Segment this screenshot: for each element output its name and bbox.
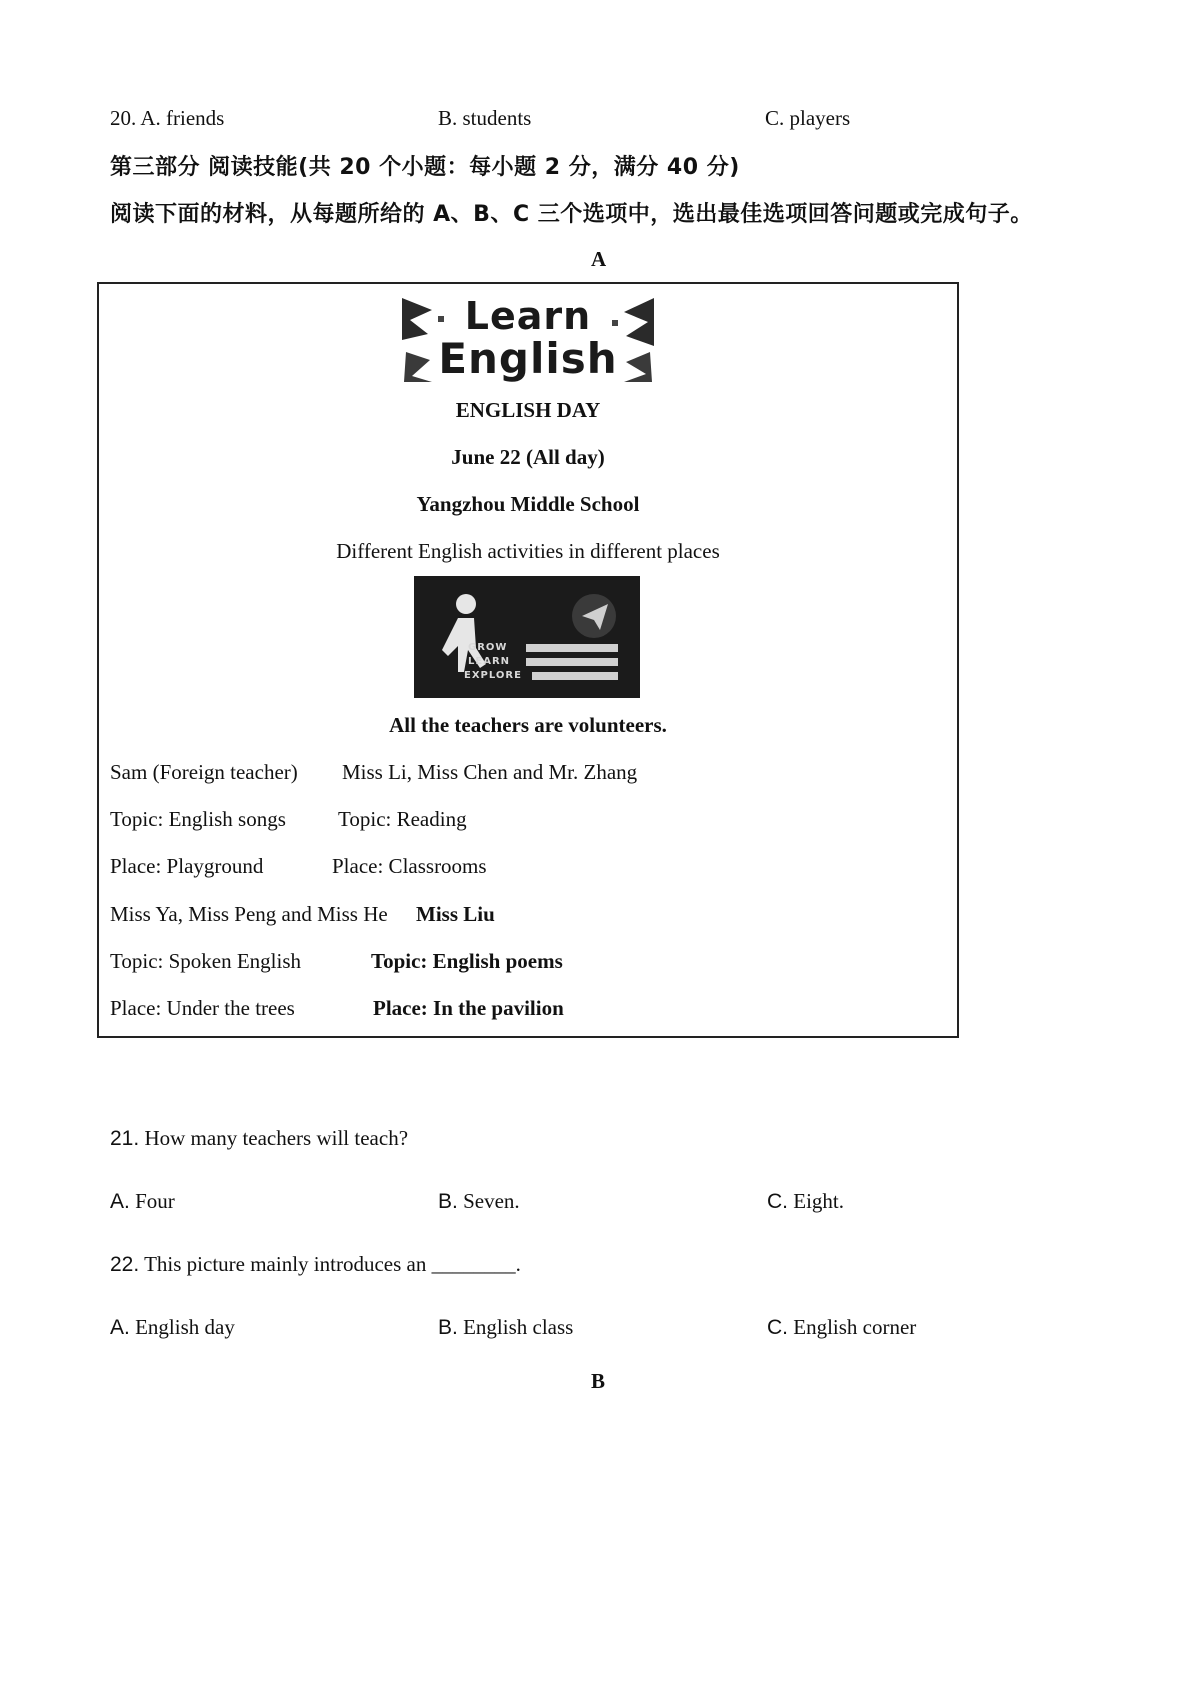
q21-option-a — [110, 1188, 175, 1215]
image-bar — [526, 644, 618, 652]
q22-option-c — [767, 1314, 916, 1341]
option-letter: A. — [110, 1190, 130, 1213]
q21-option-c — [767, 1188, 844, 1215]
event-date: June 22 (All day) — [451, 445, 605, 469]
option-letter: C. — [767, 1316, 788, 1339]
logo-line-english: English — [438, 334, 618, 383]
group-topic: Topic: English poems — [371, 949, 563, 973]
group-teacher: Miss Ya, Miss Peng and Miss He — [110, 902, 388, 926]
q20-option-a: 20. A. friends — [110, 106, 225, 130]
option-letter: B. — [438, 1190, 458, 1213]
question-22 — [110, 1251, 521, 1278]
section-instruction: 阅读下面的材料，从每题所给的 A、B、C 三个选项中，选出最佳选项回答问题或完成句子。 — [110, 202, 1033, 227]
event-subtitle: Different English activities in different places — [336, 539, 720, 563]
question-text: How many teachers will teach? — [144, 1126, 409, 1150]
question-text: This picture mainly introduces an ________. — [144, 1252, 521, 1276]
group-place: Place: Playground — [110, 854, 264, 878]
group-place: Place: In the pavilion — [373, 996, 564, 1020]
option-text: Four — [135, 1189, 175, 1213]
group-place: Place: Classrooms — [332, 854, 487, 878]
group-topic: Topic: English songs — [110, 807, 286, 831]
logo-line-learn: Learn — [464, 294, 592, 338]
group-teacher: Miss Liu — [416, 902, 495, 926]
volunteers-note: All the teachers are volunteers. — [389, 713, 667, 737]
q22-option-a — [110, 1314, 235, 1341]
q20-option-b: B. students — [438, 106, 532, 130]
group-teacher: Sam (Foreign teacher) — [110, 760, 298, 784]
image-bar — [526, 658, 618, 666]
group-topic: Topic: Reading — [338, 807, 467, 831]
question-number: 21. — [110, 1127, 140, 1150]
option-text: English class — [463, 1315, 574, 1339]
q21-option-b — [438, 1188, 520, 1215]
learn-english-logo — [402, 290, 654, 384]
question-21 — [110, 1125, 408, 1152]
image-text-learn: LEARN — [468, 656, 511, 667]
section-title: 第三部分 阅读技能(共 20 个小题：每小题 2 分，满分 40 分) — [110, 155, 740, 180]
event-school: Yangzhou Middle School — [416, 492, 640, 516]
grow-learn-explore-image — [414, 576, 640, 698]
group-topic: Topic: Spoken English — [110, 949, 302, 973]
image-text-explore: EXPLORE — [464, 670, 522, 681]
event-title: ENGLISH DAY — [455, 398, 601, 422]
group-place: Place: Under the trees — [110, 996, 295, 1020]
image-bar — [532, 672, 618, 680]
q20-option-c: C. players — [765, 106, 851, 130]
passage-a-label: A — [591, 247, 607, 271]
passage-b-label: B — [591, 1369, 606, 1393]
option-text: Eight. — [793, 1189, 844, 1213]
option-text: Seven. — [463, 1189, 520, 1213]
option-letter: A. — [110, 1316, 130, 1339]
image-text-grow: GROW — [468, 642, 508, 653]
option-letter: C. — [767, 1190, 788, 1213]
option-text: English day — [135, 1315, 235, 1339]
option-letter: B. — [438, 1316, 458, 1339]
q22-option-b — [438, 1314, 573, 1341]
question-number: 22. — [110, 1253, 140, 1276]
group-teacher: Miss Li, Miss Chen and Mr. Zhang — [342, 760, 638, 784]
option-text: English corner — [793, 1315, 917, 1339]
